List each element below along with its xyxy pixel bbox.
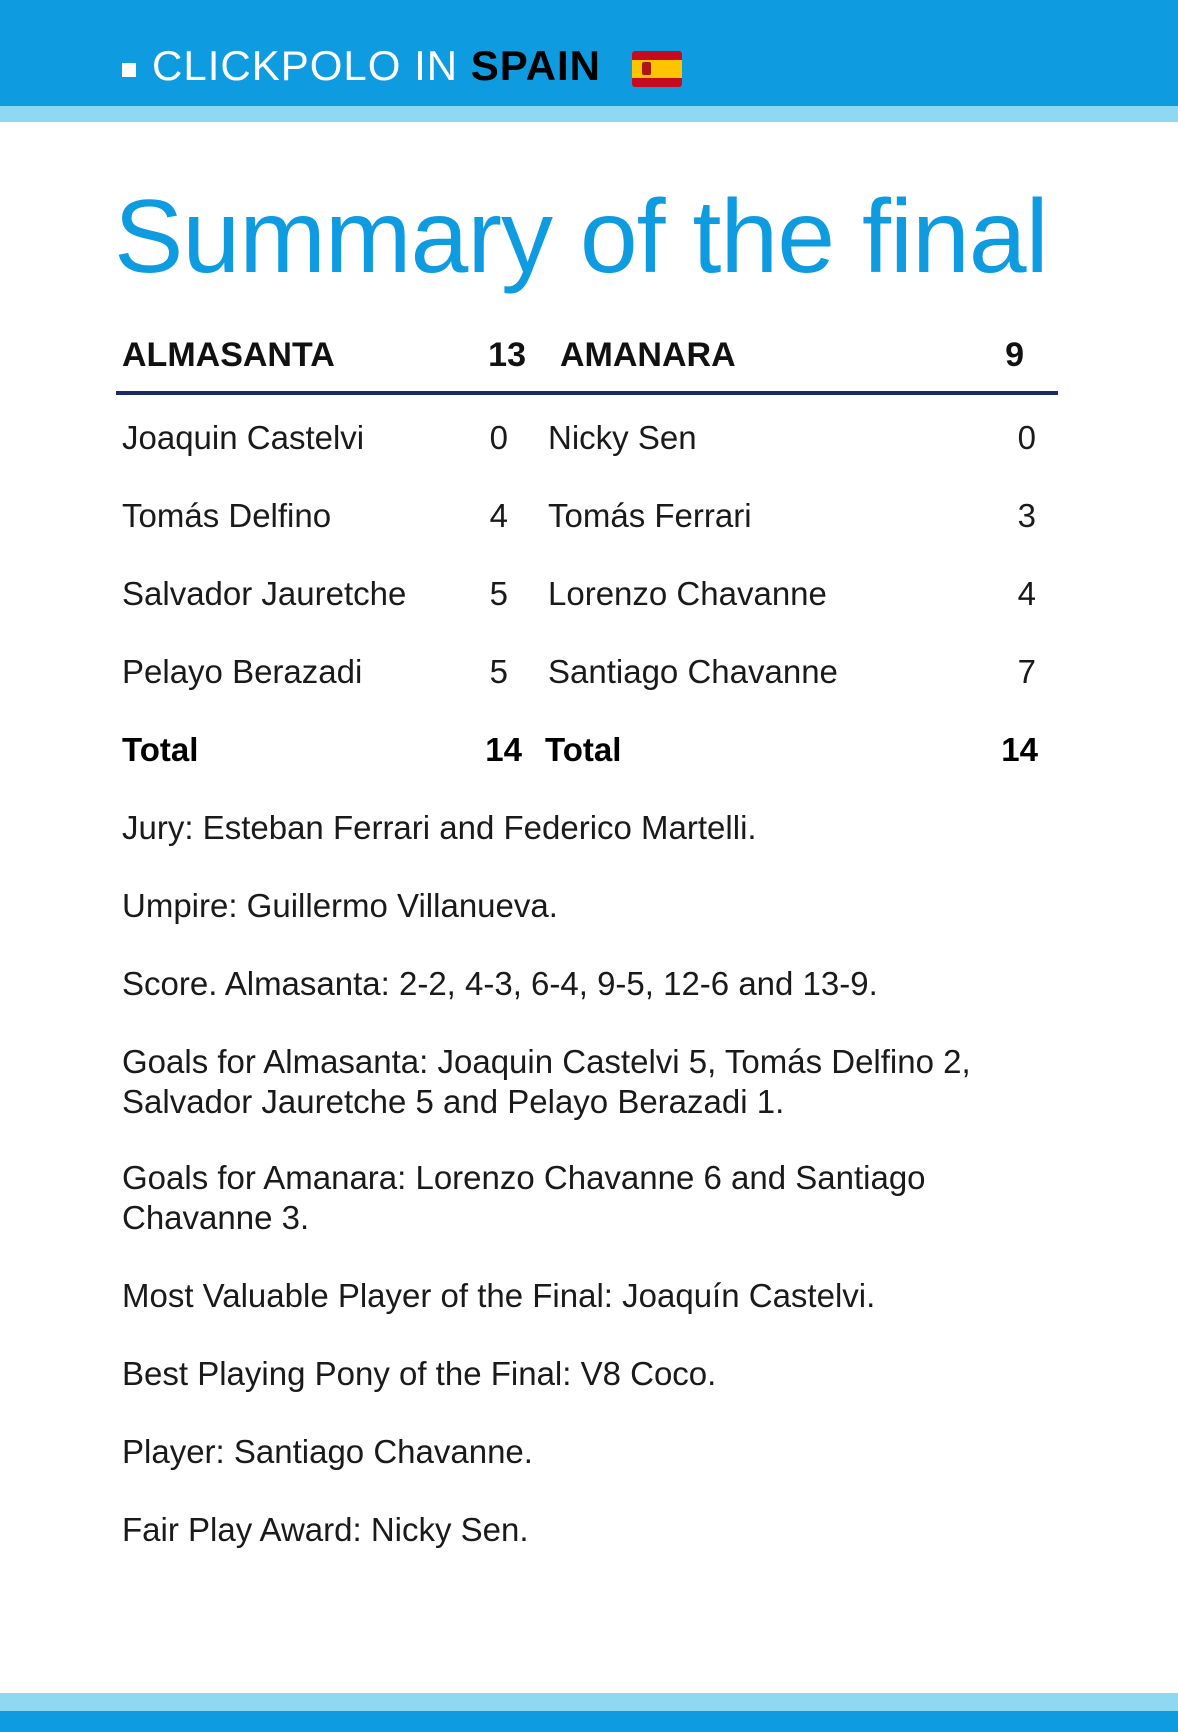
away-player-name: Santiago Chavanne [548,653,838,690]
home-player-value: 5 [489,653,508,690]
header-title [152,42,682,90]
home-total-label: Total [122,731,199,768]
pony-player-note: Player: Santiago Chavanne. [122,1433,533,1470]
footer-stripe [0,1693,1178,1711]
away-player-name: Tomás Ferrari [548,497,752,534]
home-player-value: 5 [489,575,508,612]
score-note: Score. Almasanta: 2-2, 4-3, 6-4, 9-5, 12-6 and 13-9. [122,965,878,1002]
spain-flag-icon [632,51,682,87]
mvp-note: Most Valuable Player of the Final: Joaquín Castelvi. [122,1277,876,1314]
away-player-value: 3 [1017,497,1036,534]
goals-amanara-note: Goals for Amanara: Lorenzo Chavanne 6 and Santiago Chavanne 3. [122,1159,926,1236]
fair-play-note: Fair Play Award: Nicky Sen. [122,1511,529,1548]
home-player-name: Salvador Jauretche [122,575,407,612]
square-bullet-icon [122,63,136,77]
home-team-score: 13 [488,336,526,374]
goals-almasanta-note: Goals for Almasanta: Joaquin Castelvi 5, Tomás Delfino 2, Salvador Jauretche 5 and Pelayo Berazadi 1. [122,1043,971,1120]
footer-bar [0,1711,1178,1732]
umpire-note: Umpire: Guillermo Villanueva. [122,887,558,924]
home-player-name: Pelayo Berazadi [122,653,363,690]
away-team-name: AMANARA [560,336,736,374]
away-team-score: 9 [1005,336,1024,374]
away-player-value: 7 [1017,653,1036,690]
home-total-value: 14 [485,731,522,768]
away-player-name: Nicky Sen [548,419,697,456]
page-title: Summary of the final [114,179,1048,295]
away-player-value: 4 [1017,575,1036,612]
header-stripe [0,106,1178,122]
home-team-name: ALMASANTA [122,336,335,374]
away-player-value: 0 [1017,419,1036,456]
best-pony-note: Best Playing Pony of the Final: V8 Coco. [122,1355,717,1392]
home-player-value: 4 [489,497,508,534]
header-rule [116,391,1058,395]
header [122,36,682,96]
header-country: SPAIN [470,42,602,89]
header-prefix: CLICKPOLO IN [152,42,459,89]
away-player-name: Lorenzo Chavanne [548,575,827,612]
home-player-name: Joaquin Castelvi [122,419,365,456]
away-total-label: Total [545,731,622,768]
home-player-name: Tomás Delfino [122,497,332,534]
away-total-value: 14 [1001,731,1038,768]
jury-note: Jury: Esteban Ferrari and Federico Martelli. [122,809,757,846]
home-player-value: 0 [489,419,508,456]
